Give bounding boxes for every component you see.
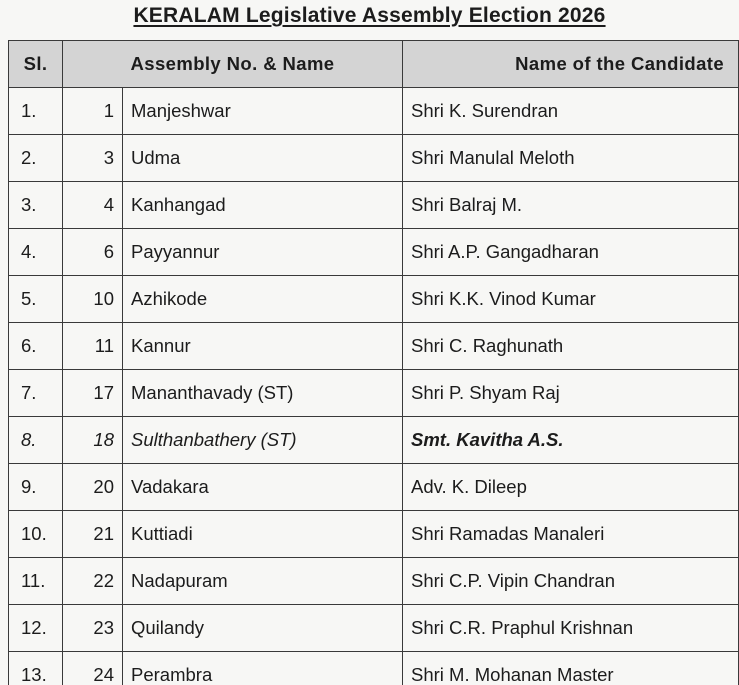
row-assembly-no: 18 — [63, 417, 123, 464]
table-row — [9, 370, 739, 417]
row-sl: 2. — [9, 135, 63, 182]
row-assembly-name: Nadapuram — [123, 558, 403, 605]
row-assembly-no: 6 — [63, 229, 123, 276]
row-candidate: Shri K. Surendran — [403, 88, 739, 135]
row-assembly-no: 17 — [63, 370, 123, 417]
row-sl: 6. — [9, 323, 63, 370]
row-candidate: Shri P. Shyam Raj — [403, 370, 739, 417]
header-candidate: Name of the Candidate — [403, 41, 739, 88]
table-row — [9, 135, 739, 182]
row-assembly-name: Perambra — [123, 652, 403, 685]
row-assembly-name: Sulthanbathery (ST) — [123, 417, 403, 464]
row-candidate: Shri M. Mohanan Master — [403, 652, 739, 685]
row-assembly-name: Azhikode — [123, 276, 403, 323]
row-assembly-name: Udma — [123, 135, 403, 182]
row-candidate: Shri K.K. Vinod Kumar — [403, 276, 739, 323]
table-row — [9, 229, 739, 276]
row-assembly-name: Vadakara — [123, 464, 403, 511]
table-row — [9, 323, 739, 370]
row-candidate: Shri C. Raghunath — [403, 323, 739, 370]
row-candidate: Shri A.P. Gangadharan — [403, 229, 739, 276]
row-assembly-no: 21 — [63, 511, 123, 558]
row-assembly-name: Payyannur — [123, 229, 403, 276]
row-sl: 1. — [9, 88, 63, 135]
row-sl: 4. — [9, 229, 63, 276]
row-assembly-no: 4 — [63, 182, 123, 229]
row-assembly-no: 3 — [63, 135, 123, 182]
row-assembly-no: 23 — [63, 605, 123, 652]
table-row — [9, 511, 739, 558]
row-assembly-no: 1 — [63, 88, 123, 135]
row-assembly-no: 10 — [63, 276, 123, 323]
row-assembly-no: 22 — [63, 558, 123, 605]
page-title: KERALAM Legislative Assembly Election 2026 — [133, 4, 606, 27]
row-candidate: Adv. K. Dileep — [403, 464, 739, 511]
row-assembly-name: Kanhangad — [123, 182, 403, 229]
row-assembly-name: Kannur — [123, 323, 403, 370]
table-row — [9, 652, 739, 685]
row-sl: 11. — [9, 558, 63, 605]
row-assembly-name: Mananthavady (ST) — [123, 370, 403, 417]
table-header-row — [9, 41, 739, 88]
row-sl: 12. — [9, 605, 63, 652]
row-assembly-no: 24 — [63, 652, 123, 685]
table-row — [9, 605, 739, 652]
row-assembly-no: 11 — [63, 323, 123, 370]
table-row — [9, 88, 739, 135]
row-sl: 3. — [9, 182, 63, 229]
candidate-table — [8, 40, 739, 685]
row-sl: 13. — [9, 652, 63, 685]
table-row — [9, 558, 739, 605]
row-candidate: Shri Balraj M. — [403, 182, 739, 229]
row-sl: 8. — [9, 417, 63, 464]
row-candidate: Shri C.P. Vipin Chandran — [403, 558, 739, 605]
row-assembly-name: Kuttiadi — [123, 511, 403, 558]
row-candidate: Shri Ramadas Manaleri — [403, 511, 739, 558]
row-candidate: Smt. Kavitha A.S. — [403, 417, 739, 464]
row-candidate: Shri Manulal Meloth — [403, 135, 739, 182]
row-sl: 10. — [9, 511, 63, 558]
header-sl: Sl. — [9, 41, 63, 88]
row-assembly-no: 20 — [63, 464, 123, 511]
row-sl: 7. — [9, 370, 63, 417]
row-candidate: Shri C.R. Praphul Krishnan — [403, 605, 739, 652]
table-row — [9, 464, 739, 511]
row-sl: 9. — [9, 464, 63, 511]
table-row — [9, 182, 739, 229]
table-row-highlighted — [9, 417, 739, 464]
row-assembly-name: Quilandy — [123, 605, 403, 652]
row-assembly-name: Manjeshwar — [123, 88, 403, 135]
row-sl: 5. — [9, 276, 63, 323]
table-row — [9, 276, 739, 323]
header-assembly: Assembly No. & Name — [63, 41, 403, 88]
